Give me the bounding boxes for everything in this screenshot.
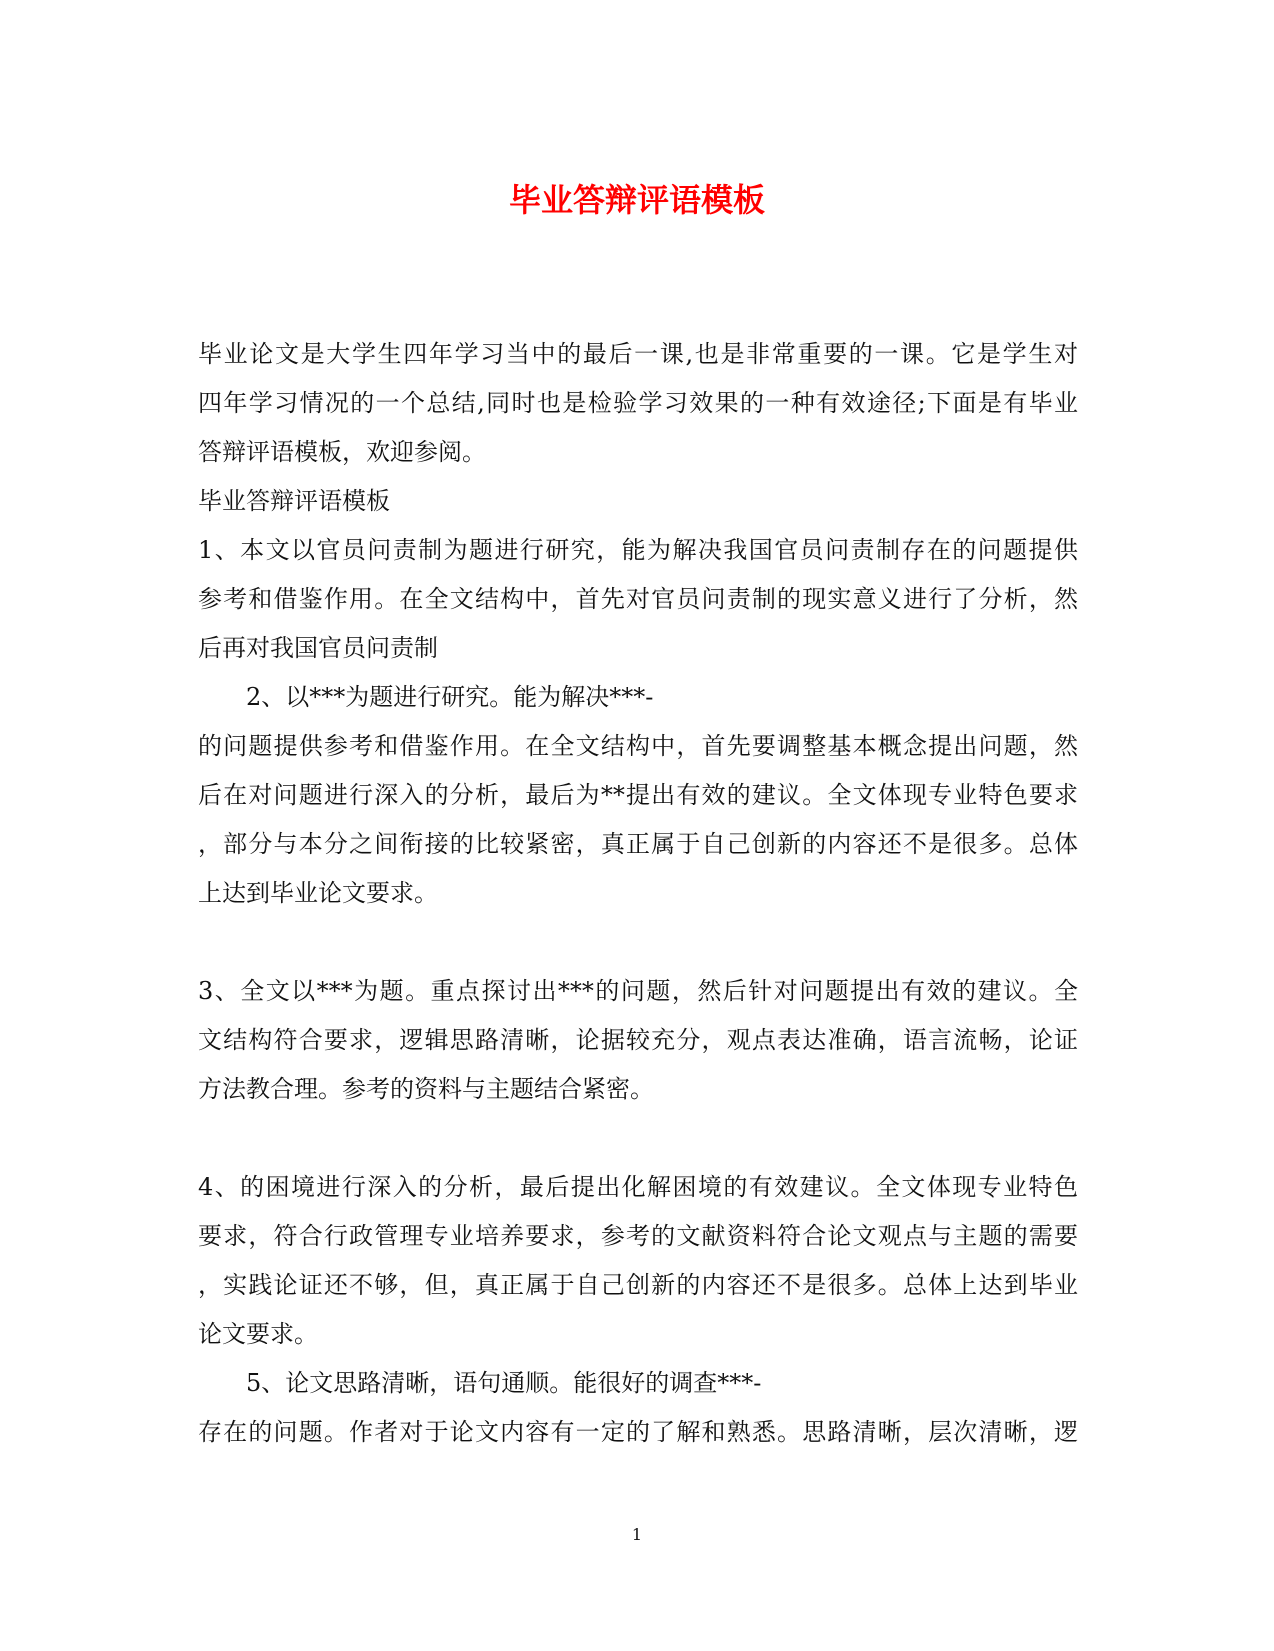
text-line: 方法教合理。参考的资料与主题结合紧密。: [198, 1075, 654, 1103]
text-line: 要求，符合行政管理专业培养要求，参考的文献资料符合论文观点与主题的需要: [198, 1222, 1078, 1250]
blank-line: [198, 1114, 1078, 1163]
text-line: 四年学习情况的一个总结,同时也是检验学习效果的一种有效途径;下面是有毕业: [198, 389, 1078, 417]
text-line: ，部分与本分之间衔接的比较紧密，真正属于自己创新的内容还不是很多。总体: [198, 830, 1078, 858]
document-body: [198, 330, 1078, 1457]
text-line: 毕业答辩评语模板: [198, 487, 390, 515]
text-line: 后在对问题进行深入的分析，最后为**提出有效的建议。全文体现专业特色要求: [198, 781, 1078, 809]
text-line: 3、全文以***为题。重点探讨出***的问题，然后针对问题提出有效的建议。全: [198, 977, 1078, 1005]
text-line: 论文要求。: [198, 1320, 318, 1348]
blank-line: [198, 918, 1078, 967]
text-line: 毕业论文是大学生四年学习当中的最后一课,也是非常重要的一课。它是学生对: [198, 340, 1078, 368]
text-line: 上达到毕业论文要求。: [198, 879, 438, 907]
page-number: 1: [631, 1525, 643, 1544]
text-line: 1、本文以官员问责制为题进行研究，能为解决我国官员问责制存在的问题提供: [198, 536, 1078, 564]
text-line: ，实践论证还不够，但，真正属于自己创新的内容还不是很多。总体上达到毕业: [198, 1271, 1078, 1299]
text-line: 2、以***为题进行研究。能为解决***-: [246, 683, 654, 711]
text-line: 答辩评语模板，欢迎参阅。: [198, 438, 486, 466]
text-line: 的问题提供参考和借鉴作用。在全文结构中，首先要调整基本概念提出问题，然: [198, 732, 1078, 760]
text-line: 后再对我国官员问责制: [198, 634, 438, 662]
text-line: 存在的问题。作者对于论文内容有一定的了解和熟悉。思路清晰，层次清晰，逻: [198, 1418, 1078, 1446]
text-line: 5、论文思路清晰，语句通顺。能很好的调查***-: [246, 1369, 762, 1397]
document-title: 毕业答辩评语模板: [508, 181, 765, 219]
text-line: 4、的困境进行深入的分析，最后提出化解困境的有效建议。全文体现专业特色: [198, 1173, 1078, 1201]
text-line: 文结构符合要求，逻辑思路清晰，论据较充分，观点表达准确，语言流畅，论证: [198, 1026, 1078, 1054]
text-line: 参考和借鉴作用。在全文结构中，首先对官员问责制的现实意义进行了分析，然: [198, 585, 1078, 613]
